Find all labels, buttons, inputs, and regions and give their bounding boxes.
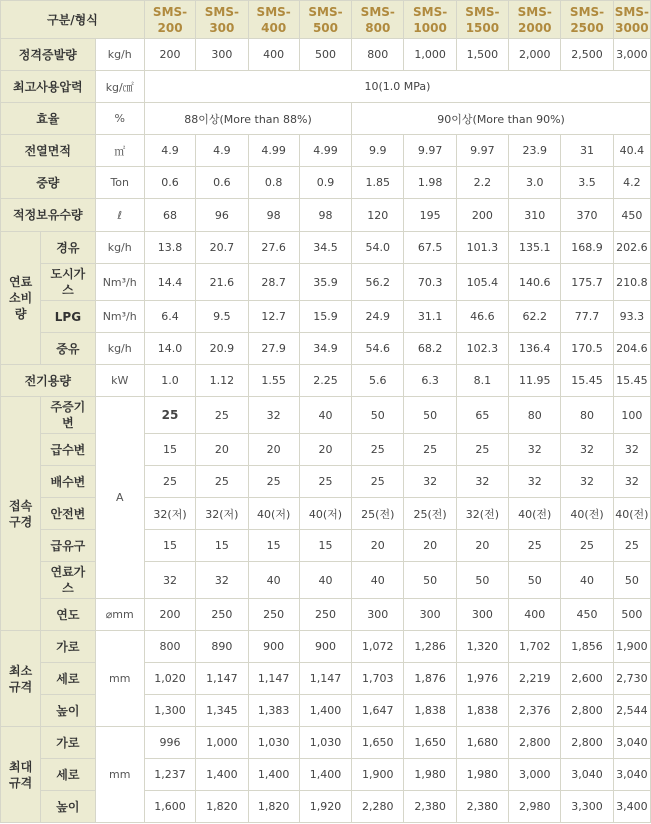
sub-label: 가로 <box>41 727 95 759</box>
min_size-label: 최소 규격 <box>1 631 41 727</box>
value-cell: 200 <box>144 599 195 631</box>
value-cell: 77.7 <box>561 301 613 333</box>
value-cell: 11.95 <box>509 365 561 397</box>
model-header: SMS- 400 <box>248 1 299 39</box>
value-cell: 1,320 <box>456 631 508 663</box>
value-cell: 25 <box>456 434 508 466</box>
table-row <box>1 301 651 333</box>
value-cell: 9.97 <box>456 135 508 167</box>
value-cell: 1,976 <box>456 663 508 695</box>
unit-cell: Ton <box>95 167 144 199</box>
value-cell: 370 <box>561 199 613 232</box>
value-cell: 100 <box>613 397 650 434</box>
value-cell: 50 <box>352 397 404 434</box>
table-row <box>1 599 651 631</box>
value-cell: 120 <box>352 199 404 232</box>
table-row <box>1 232 651 264</box>
value-cell: 3,000 <box>613 39 650 71</box>
sub-label: 경유 <box>41 232 95 264</box>
sub-label: 안전변 <box>41 498 95 530</box>
unit-cell: A <box>95 397 144 599</box>
value-cell: 32(저) <box>196 498 248 530</box>
value-cell: 2,280 <box>352 791 404 823</box>
value-cell: 135.1 <box>509 232 561 264</box>
value-cell: 250 <box>248 599 299 631</box>
value-cell: 50 <box>613 562 650 599</box>
value-cell: 32 <box>509 466 561 498</box>
value-cell: 3.0 <box>509 167 561 199</box>
value-cell: 450 <box>561 599 613 631</box>
value-cell: 15 <box>299 530 351 562</box>
value-cell: 2.25 <box>299 365 351 397</box>
sub-label: 급유구 <box>41 530 95 562</box>
unit-cell: kg/h <box>95 39 144 71</box>
weight-label: 중량 <box>1 167 96 199</box>
table-row <box>1 397 651 434</box>
value-cell: 25 <box>196 397 248 434</box>
value-cell: 14.4 <box>144 264 195 301</box>
value-cell: 2,219 <box>509 663 561 695</box>
value-cell: 1,147 <box>248 663 299 695</box>
value-cell: 1.0 <box>144 365 195 397</box>
value-cell: 900 <box>248 631 299 663</box>
pressure-label: 최고사용압력 <box>1 71 96 103</box>
value-cell: 54.6 <box>352 333 404 365</box>
value-cell: 25 <box>561 530 613 562</box>
value-cell: 40(전) <box>509 498 561 530</box>
table-row <box>1 167 651 199</box>
value-cell: 1,900 <box>352 759 404 791</box>
value-cell: 2,800 <box>561 727 613 759</box>
value-cell: 1,600 <box>144 791 195 823</box>
value-cell: 204.6 <box>613 333 650 365</box>
value-cell: 168.9 <box>561 232 613 264</box>
value-cell: 4.9 <box>144 135 195 167</box>
model-header: SMS- 3000 <box>613 1 650 39</box>
value-cell: 200 <box>456 199 508 232</box>
value-cell: 1,838 <box>456 695 508 727</box>
unit-cell: kW <box>95 365 144 397</box>
value-cell: 1.85 <box>352 167 404 199</box>
value-cell: 300 <box>456 599 508 631</box>
table-row <box>1 264 651 301</box>
value-cell: 3,300 <box>561 791 613 823</box>
model-header: SMS- 1500 <box>456 1 508 39</box>
value-cell: 4.99 <box>248 135 299 167</box>
value-cell: 0.9 <box>299 167 351 199</box>
table-row <box>1 365 651 397</box>
value-cell: 310 <box>509 199 561 232</box>
value-cell: 1,300 <box>144 695 195 727</box>
value-cell: 20 <box>352 530 404 562</box>
unit-cell: kg/h <box>95 232 144 264</box>
value-cell: 10(1.0 MPa) <box>144 71 650 103</box>
model-header: SMS- 200 <box>144 1 195 39</box>
sub-label: 배수변 <box>41 466 95 498</box>
sub-label: 연도 <box>41 599 95 631</box>
value-cell: 32 <box>613 434 650 466</box>
unit-cell: kg/㎠ <box>95 71 144 103</box>
value-cell: 12.7 <box>248 301 299 333</box>
value-cell: 50 <box>509 562 561 599</box>
value-cell: 1,000 <box>404 39 456 71</box>
value-cell: 15 <box>248 530 299 562</box>
value-cell: 210.8 <box>613 264 650 301</box>
unit-cell: ℓ <box>95 199 144 232</box>
value-cell: 1,400 <box>248 759 299 791</box>
value-cell: 40 <box>299 562 351 599</box>
value-cell: 25 <box>509 530 561 562</box>
value-cell: 25 <box>404 434 456 466</box>
value-cell: 25 <box>352 466 404 498</box>
value-cell: 25 <box>144 466 195 498</box>
model-header: SMS- 500 <box>299 1 351 39</box>
value-cell: 1,383 <box>248 695 299 727</box>
value-cell: 25 <box>248 466 299 498</box>
value-cell: 15.9 <box>299 301 351 333</box>
value-cell: 200 <box>144 39 195 71</box>
sub-label: 도시가 스 <box>41 264 95 301</box>
heat_area-label: 전열면적 <box>1 135 96 167</box>
value-cell: 25 <box>613 530 650 562</box>
value-cell: 1,030 <box>299 727 351 759</box>
sub-label: 중유 <box>41 333 95 365</box>
model-header: SMS- 800 <box>352 1 404 39</box>
value-cell: 300 <box>352 599 404 631</box>
value-cell: 68 <box>144 199 195 232</box>
unit-cell: Nm³/h <box>95 301 144 333</box>
unit-cell: mm <box>95 631 144 727</box>
value-cell: 32 <box>613 466 650 498</box>
value-cell: 32(저) <box>144 498 195 530</box>
table-row <box>1 199 651 232</box>
value-cell: 1,400 <box>299 695 351 727</box>
model-header: SMS- 2500 <box>561 1 613 39</box>
value-cell: 136.4 <box>509 333 561 365</box>
value-cell: 9.9 <box>352 135 404 167</box>
value-cell: 32 <box>404 466 456 498</box>
value-cell: 1,030 <box>248 727 299 759</box>
value-cell: 450 <box>613 199 650 232</box>
value-cell: 2,380 <box>404 791 456 823</box>
value-cell: 88이상(More than 88%) <box>144 103 351 135</box>
unit-cell: % <box>95 103 144 135</box>
value-cell: 15 <box>196 530 248 562</box>
value-cell: 1,650 <box>352 727 404 759</box>
value-cell: 40(저) <box>299 498 351 530</box>
max_size-label: 최대 규격 <box>1 727 41 823</box>
value-cell: 900 <box>299 631 351 663</box>
value-cell: 3,000 <box>509 759 561 791</box>
value-cell: 40(전) <box>561 498 613 530</box>
value-cell: 6.3 <box>404 365 456 397</box>
unit-cell: ㎡ <box>95 135 144 167</box>
value-cell: 32 <box>456 466 508 498</box>
value-cell: 500 <box>299 39 351 71</box>
value-cell: 1.98 <box>404 167 456 199</box>
value-cell: 4.99 <box>299 135 351 167</box>
value-cell: 1.55 <box>248 365 299 397</box>
value-cell: 32 <box>144 562 195 599</box>
value-cell: 32 <box>509 434 561 466</box>
power-label: 전기용량 <box>1 365 96 397</box>
value-cell: 40(전) <box>613 498 650 530</box>
value-cell: 102.3 <box>456 333 508 365</box>
value-cell: 50 <box>456 562 508 599</box>
value-cell: 1,345 <box>196 695 248 727</box>
value-cell: 50 <box>404 562 456 599</box>
value-cell: 2,730 <box>613 663 650 695</box>
value-cell: 1,980 <box>456 759 508 791</box>
value-cell: 1,020 <box>144 663 195 695</box>
value-cell: 1,500 <box>456 39 508 71</box>
value-cell: 500 <box>613 599 650 631</box>
value-cell: 93.3 <box>613 301 650 333</box>
value-cell: 996 <box>144 727 195 759</box>
value-cell: 70.3 <box>404 264 456 301</box>
value-cell: 40 <box>352 562 404 599</box>
value-cell: 3.5 <box>561 167 613 199</box>
value-cell: 32 <box>561 434 613 466</box>
value-cell: 40(저) <box>248 498 299 530</box>
connection-label: 접속 구경 <box>1 397 41 631</box>
value-cell: 2,000 <box>509 39 561 71</box>
sub-label: 세로 <box>41 759 95 791</box>
value-cell: 34.9 <box>299 333 351 365</box>
value-cell: 20 <box>404 530 456 562</box>
value-cell: 8.1 <box>456 365 508 397</box>
value-cell: 20 <box>248 434 299 466</box>
value-cell: 23.9 <box>509 135 561 167</box>
value-cell: 2.2 <box>456 167 508 199</box>
value-cell: 20.9 <box>196 333 248 365</box>
table-row <box>1 333 651 365</box>
value-cell: 0.6 <box>196 167 248 199</box>
value-cell: 20 <box>299 434 351 466</box>
value-cell: 300 <box>196 39 248 71</box>
value-cell: 65 <box>456 397 508 434</box>
value-cell: 400 <box>509 599 561 631</box>
value-cell: 250 <box>196 599 248 631</box>
value-cell: 20 <box>456 530 508 562</box>
value-cell: 195 <box>404 199 456 232</box>
value-cell: 1,000 <box>196 727 248 759</box>
value-cell: 1,237 <box>144 759 195 791</box>
value-cell: 1,680 <box>456 727 508 759</box>
value-cell: 1,920 <box>299 791 351 823</box>
value-cell: 28.7 <box>248 264 299 301</box>
value-cell: 250 <box>299 599 351 631</box>
value-cell: 3,400 <box>613 791 650 823</box>
value-cell: 46.6 <box>456 301 508 333</box>
value-cell: 15 <box>144 530 195 562</box>
value-cell: 1,703 <box>352 663 404 695</box>
value-cell: 890 <box>196 631 248 663</box>
model-header: SMS- 300 <box>196 1 248 39</box>
value-cell: 1,980 <box>404 759 456 791</box>
sub-label: 연료가 스 <box>41 562 95 599</box>
header-label: 구분/형식 <box>1 1 145 39</box>
value-cell: 5.6 <box>352 365 404 397</box>
value-cell: 27.9 <box>248 333 299 365</box>
table-row <box>1 39 651 71</box>
value-cell: 25 <box>144 397 195 434</box>
unit-cell: mm <box>95 727 144 823</box>
water_hold-label: 적정보유수량 <box>1 199 96 232</box>
value-cell: 80 <box>509 397 561 434</box>
value-cell: 4.9 <box>196 135 248 167</box>
value-cell: 800 <box>144 631 195 663</box>
value-cell: 34.5 <box>299 232 351 264</box>
value-cell: 1,876 <box>404 663 456 695</box>
value-cell: 2,600 <box>561 663 613 695</box>
value-cell: 400 <box>248 39 299 71</box>
value-cell: 2,380 <box>456 791 508 823</box>
value-cell: 202.6 <box>613 232 650 264</box>
table-row <box>1 135 651 167</box>
value-cell: 15.45 <box>561 365 613 397</box>
value-cell: 62.2 <box>509 301 561 333</box>
value-cell: 2,500 <box>561 39 613 71</box>
value-cell: 1,147 <box>196 663 248 695</box>
value-cell: 25 <box>299 466 351 498</box>
sub-label: 주증기 변 <box>41 397 95 434</box>
value-cell: 21.6 <box>196 264 248 301</box>
value-cell: 80 <box>561 397 613 434</box>
table-row <box>1 103 651 135</box>
sub-label: 가로 <box>41 631 95 663</box>
unit-cell: kg/h <box>95 333 144 365</box>
sub-label: LPG <box>41 301 95 333</box>
value-cell: 1,856 <box>561 631 613 663</box>
value-cell: 6.4 <box>144 301 195 333</box>
value-cell: 40 <box>299 397 351 434</box>
value-cell: 15.45 <box>613 365 650 397</box>
value-cell: 1,147 <box>299 663 351 695</box>
value-cell: 25(전) <box>404 498 456 530</box>
value-cell: 0.6 <box>144 167 195 199</box>
value-cell: 32 <box>196 562 248 599</box>
value-cell: 2,800 <box>509 727 561 759</box>
unit-cell: ⌀mm <box>95 599 144 631</box>
value-cell: 24.9 <box>352 301 404 333</box>
value-cell: 0.8 <box>248 167 299 199</box>
value-cell: 2,980 <box>509 791 561 823</box>
value-cell: 105.4 <box>456 264 508 301</box>
value-cell: 20.7 <box>196 232 248 264</box>
value-cell: 4.2 <box>613 167 650 199</box>
value-cell: 1,072 <box>352 631 404 663</box>
value-cell: 3,040 <box>613 759 650 791</box>
value-cell: 15 <box>144 434 195 466</box>
value-cell: 98 <box>248 199 299 232</box>
value-cell: 20 <box>196 434 248 466</box>
value-cell: 3,040 <box>561 759 613 791</box>
value-cell: 25 <box>352 434 404 466</box>
model-header: SMS- 1000 <box>404 1 456 39</box>
table-row <box>1 727 651 759</box>
value-cell: 3,040 <box>613 727 650 759</box>
value-cell: 170.5 <box>561 333 613 365</box>
efficiency-label: 효율 <box>1 103 96 135</box>
value-cell: 1,900 <box>613 631 650 663</box>
table-row <box>1 1 651 39</box>
value-cell: 1,286 <box>404 631 456 663</box>
value-cell: 2,544 <box>613 695 650 727</box>
value-cell: 27.6 <box>248 232 299 264</box>
table-row <box>1 71 651 103</box>
value-cell: 1,820 <box>248 791 299 823</box>
value-cell: 40.4 <box>613 135 650 167</box>
value-cell: 1,400 <box>299 759 351 791</box>
value-cell: 40 <box>561 562 613 599</box>
value-cell: 32(전) <box>456 498 508 530</box>
table-row <box>1 631 651 663</box>
value-cell: 800 <box>352 39 404 71</box>
sub-label: 높이 <box>41 791 95 823</box>
value-cell: 14.0 <box>144 333 195 365</box>
value-cell: 31 <box>561 135 613 167</box>
value-cell: 96 <box>196 199 248 232</box>
value-cell: 50 <box>404 397 456 434</box>
value-cell: 56.2 <box>352 264 404 301</box>
model-header: SMS- 2000 <box>509 1 561 39</box>
value-cell: 1,647 <box>352 695 404 727</box>
value-cell: 90이상(More than 90%) <box>352 103 651 135</box>
value-cell: 1,820 <box>196 791 248 823</box>
fuel-label: 연료 소비 량 <box>1 232 41 365</box>
value-cell: 13.8 <box>144 232 195 264</box>
sub-label: 세로 <box>41 663 95 695</box>
value-cell: 25(전) <box>352 498 404 530</box>
value-cell: 35.9 <box>299 264 351 301</box>
value-cell: 98 <box>299 199 351 232</box>
value-cell: 175.7 <box>561 264 613 301</box>
value-cell: 2,800 <box>561 695 613 727</box>
value-cell: 1,400 <box>196 759 248 791</box>
value-cell: 25 <box>196 466 248 498</box>
value-cell: 68.2 <box>404 333 456 365</box>
value-cell: 1,702 <box>509 631 561 663</box>
value-cell: 101.3 <box>456 232 508 264</box>
value-cell: 9.5 <box>196 301 248 333</box>
sub-label: 급수변 <box>41 434 95 466</box>
value-cell: 40 <box>248 562 299 599</box>
sub-label: 높이 <box>41 695 95 727</box>
value-cell: 32 <box>248 397 299 434</box>
value-cell: 31.1 <box>404 301 456 333</box>
evap-label: 정격증발량 <box>1 39 96 71</box>
value-cell: 67.5 <box>404 232 456 264</box>
unit-cell: Nm³/h <box>95 264 144 301</box>
value-cell: 140.6 <box>509 264 561 301</box>
value-cell: 2,376 <box>509 695 561 727</box>
value-cell: 1.12 <box>196 365 248 397</box>
value-cell: 54.0 <box>352 232 404 264</box>
value-cell: 9.97 <box>404 135 456 167</box>
value-cell: 32 <box>561 466 613 498</box>
value-cell: 300 <box>404 599 456 631</box>
value-cell: 1,650 <box>404 727 456 759</box>
value-cell: 1,838 <box>404 695 456 727</box>
